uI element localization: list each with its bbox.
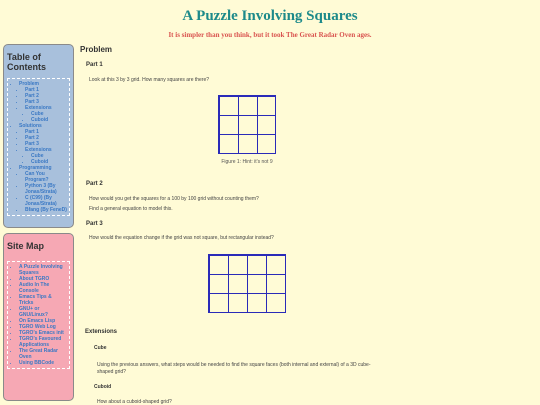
toc-list-container (7, 78, 70, 216)
sitemap-panel (3, 233, 74, 401)
sitemap-title: Site Map (7, 241, 45, 251)
toc-item-cube[interactable]: • Cube (31, 111, 67, 117)
site-subtitle: It is simpler than you think, but it took The Great Radar Oven ages. (168, 31, 372, 39)
sitemap-link[interactable]: • Emacs Tips & Tricks (19, 294, 67, 306)
problem-heading: Problem (80, 45, 113, 54)
grid-cell (247, 293, 267, 313)
grid-cell (238, 134, 258, 154)
sitemap-link[interactable]: • TGRO's Emacs init (19, 330, 67, 336)
grid-cell (228, 274, 248, 294)
toc-item-sol-part2[interactable]: • Part 2 (25, 135, 67, 141)
sitemap-list-container (7, 261, 70, 369)
grid-cell (228, 293, 248, 313)
toc-item-programming[interactable]: • Programming • Can You Program? • Python 3 (By Jonas/Strata) • C (C99) (By Jonas/Strata) • Bfang (By FeneD) (19, 165, 67, 213)
grid-cell (219, 96, 239, 116)
figure1-caption: Figure 1: Hint: it's not 9 (221, 159, 273, 165)
part1-text: Look at this 3 by 3 grid. How many squares are there? (89, 77, 210, 83)
toc-item-sol-cuboid[interactable]: • Cuboid (31, 159, 67, 165)
grid-cell (209, 274, 229, 294)
toc-item-cuboid[interactable]: • Cuboid (31, 117, 67, 123)
grid-4x3-figure (208, 254, 286, 313)
grid-cell (257, 96, 276, 116)
grid-cell (219, 134, 239, 154)
part3-heading: Part 3 (86, 221, 103, 227)
toc-item-bfang[interactable]: • Bfang (By FeneD) (25, 207, 67, 213)
cuboid-text: How about a cuboid-shaped grid? (97, 399, 172, 405)
grid-cell (257, 134, 276, 154)
sitemap-link[interactable]: • TGRO's Favoured Applications (19, 336, 67, 348)
extensions-heading: Extensions (85, 329, 118, 335)
grid-cell (266, 274, 286, 294)
sitemap-link[interactable]: • The Great Radar Oven (19, 348, 67, 360)
sitemap-link[interactable]: • Audio In The Console (19, 282, 67, 294)
grid-cell (257, 115, 276, 135)
part2-text-1: How would you get the squares for a 100 by 100 grid without counting them? (89, 196, 259, 202)
grid-cell (209, 255, 229, 275)
sitemap-link[interactable]: • On Emacs Lisp (19, 318, 67, 324)
toc-item-c99[interactable]: • C (C99) (By Jonas/Strata) (25, 195, 67, 207)
sitemap-link[interactable]: • Using BBCode (19, 360, 67, 366)
site-title: A Puzzle Involving Squares (182, 8, 358, 24)
toc-item-extensions[interactable]: • Extensions • Cube • Cuboid (25, 105, 67, 123)
toc-item-part2[interactable]: • Part 2 (25, 93, 67, 99)
toc-item-python3[interactable]: • Python 3 (By Jonas/Strata) (25, 183, 67, 195)
sitemap-link[interactable]: • TGRO Web Log (19, 324, 67, 330)
grid-cell (209, 293, 229, 313)
grid-3x3-figure (218, 95, 276, 154)
toc-item-part1[interactable]: • Part 1 (25, 87, 67, 93)
part2-heading: Part 2 (86, 181, 103, 187)
grid-cell (238, 96, 258, 116)
cube-text-2: shaped grid? (97, 369, 126, 375)
toc-item-sol-part1[interactable]: • Part 1 (25, 129, 67, 135)
grid-cell (238, 115, 258, 135)
grid-cell (228, 255, 248, 275)
cube-text-1: Using the previous answers, what steps would be needed to find the square faces (both internal and external) of a 3D cube- (97, 362, 371, 368)
grid-cell (247, 274, 267, 294)
toc-item-problem[interactable]: • Problem • Part 1 • Part 2 • Part 3 • Extensions • Cube • Cuboid (19, 81, 67, 123)
part2-text-2: Find a general equation to model this. (89, 206, 173, 212)
toc-title: Table of Contents (7, 52, 46, 72)
toc-item-sol-cube[interactable]: • Cube (31, 153, 67, 159)
main-content (80, 45, 535, 405)
part1-heading: Part 1 (86, 62, 103, 68)
sitemap-list (10, 264, 67, 366)
toc-item-solutions[interactable]: • Solutions • Part 1 • Part 2 • Part 3 • Extensions • Cube • Cuboid (19, 123, 67, 165)
sitemap-link[interactable]: • About TGRO (19, 276, 67, 282)
grid-cell (266, 255, 286, 275)
grid-cell (247, 255, 267, 275)
toc-panel (3, 44, 74, 228)
sitemap-link[interactable]: • GNU+ or GNU/Linux? (19, 306, 67, 318)
grid-cell (219, 115, 239, 135)
grid-cell (266, 293, 286, 313)
toc-list (10, 81, 67, 213)
cuboid-heading: Cuboid (94, 384, 112, 390)
sitemap-link[interactable]: • A Puzzle Involving Squares (19, 264, 67, 276)
cube-heading: Cube (94, 345, 107, 351)
toc-item-part3[interactable]: • Part 3 (25, 99, 67, 105)
toc-item-can-you-program[interactable]: • Can You Program? (25, 171, 67, 183)
toc-item-sol-extensions[interactable]: • Extensions • Cube • Cuboid (25, 147, 67, 165)
part3-text: How would the equation change if the grid was not square, but rectangular instead? (89, 235, 274, 241)
toc-item-sol-part3[interactable]: • Part 3 (25, 141, 67, 147)
